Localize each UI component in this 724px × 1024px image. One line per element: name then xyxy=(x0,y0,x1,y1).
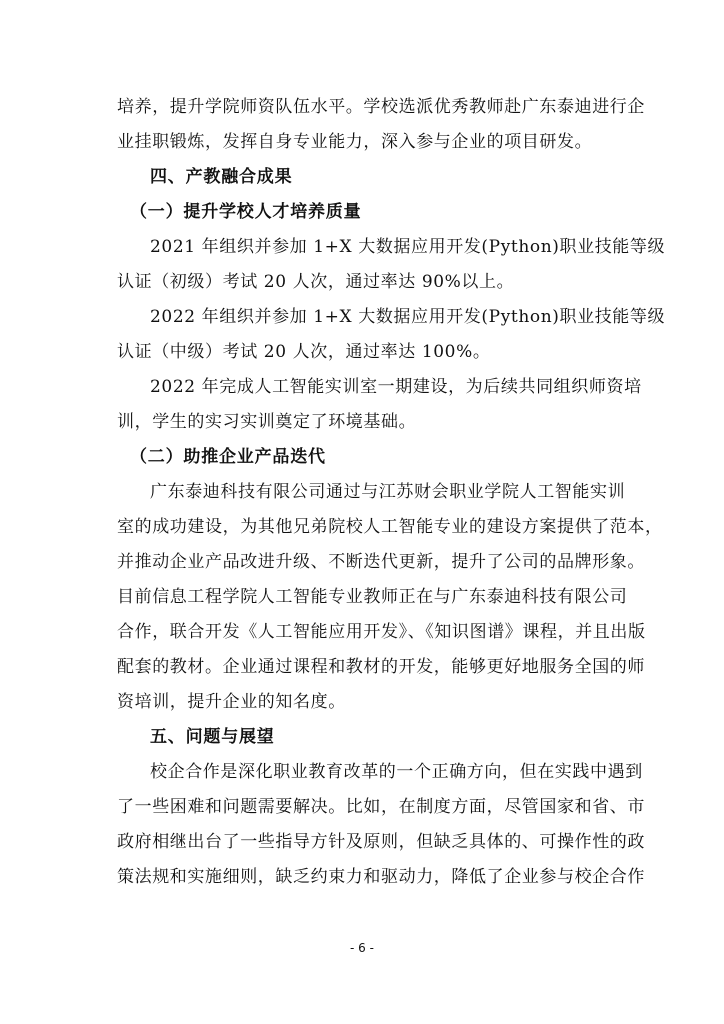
section-heading-4: 四、产教融合成果 xyxy=(150,167,293,187)
body-text-line: 2022 年完成人工智能实训室一期建设，为后续共同组织师资培 xyxy=(150,377,642,397)
subsection-heading-1: （一）提升学校人才培养质量 xyxy=(130,202,362,222)
body-text-line: 资培训，提升企业的知名度。 xyxy=(117,692,346,712)
body-text-line: 2021 年组织并参加 1+X 大数据应用开发(Python)职业技能等级 xyxy=(150,237,666,257)
body-text-line: 认证（中级）考试 20 人次，通过率达 100%。 xyxy=(117,342,491,362)
body-text-line: 业挂职锻炼，发挥自身专业能力，深入参与企业的项目研发。 xyxy=(117,132,593,152)
body-text-line: 策法规和实施细则，缺乏约束力和驱动力，降低了企业参与校企合作 xyxy=(117,867,645,887)
body-text-line: 认证（初级）考试 20 人次，通过率达 90%以上。 xyxy=(117,272,515,292)
body-text-line: 合作，联合开发《人工智能应用开发》、《知识图谱》课程，并且出版 xyxy=(117,622,646,642)
body-text-line: 目前信息工程学院人工智能专业教师正在与广东泰迪科技有限公司 xyxy=(117,587,628,607)
body-text-line: 广东泰迪科技有限公司通过与江苏财会职业学院人工智能实训 xyxy=(150,482,626,502)
body-text-line: 2022 年组织并参加 1+X 大数据应用开发(Python)职业技能等级 xyxy=(150,307,666,327)
body-text-line: 训，学生的实习实训奠定了环境基础。 xyxy=(117,412,417,432)
body-text-line: 配套的教材。企业通过课程和教材的开发，能够更好地服务全国的师 xyxy=(117,657,645,677)
body-text-line: 并推动企业产品改进升级、不断迭代更新，提升了公司的品牌形象。 xyxy=(117,552,645,572)
subsection-heading-2: （二）助推企业产品迭代 xyxy=(130,447,326,467)
section-heading-5: 五、问题与展望 xyxy=(150,727,275,747)
body-text-line: 校企合作是深化职业教育改革的一个正确方向，但在实践中遇到 xyxy=(150,762,643,782)
body-text-line: 了一些困难和问题需要解决。比如，在制度方面，尽管国家和省、市 xyxy=(117,797,645,817)
body-text-line: 培养，提升学院师资队伍水平。学校选派优秀教师赴广东泰迪进行企 xyxy=(117,97,645,117)
body-text-line: 政府相继出台了一些指导方针及原则，但缺乏具体的、可操作性的政 xyxy=(117,832,645,852)
page-number: - 6 - xyxy=(350,941,374,955)
body-text-line: 室的成功建设，为其他兄弟院校人工智能专业的建设方案提供了范本， xyxy=(117,517,663,537)
